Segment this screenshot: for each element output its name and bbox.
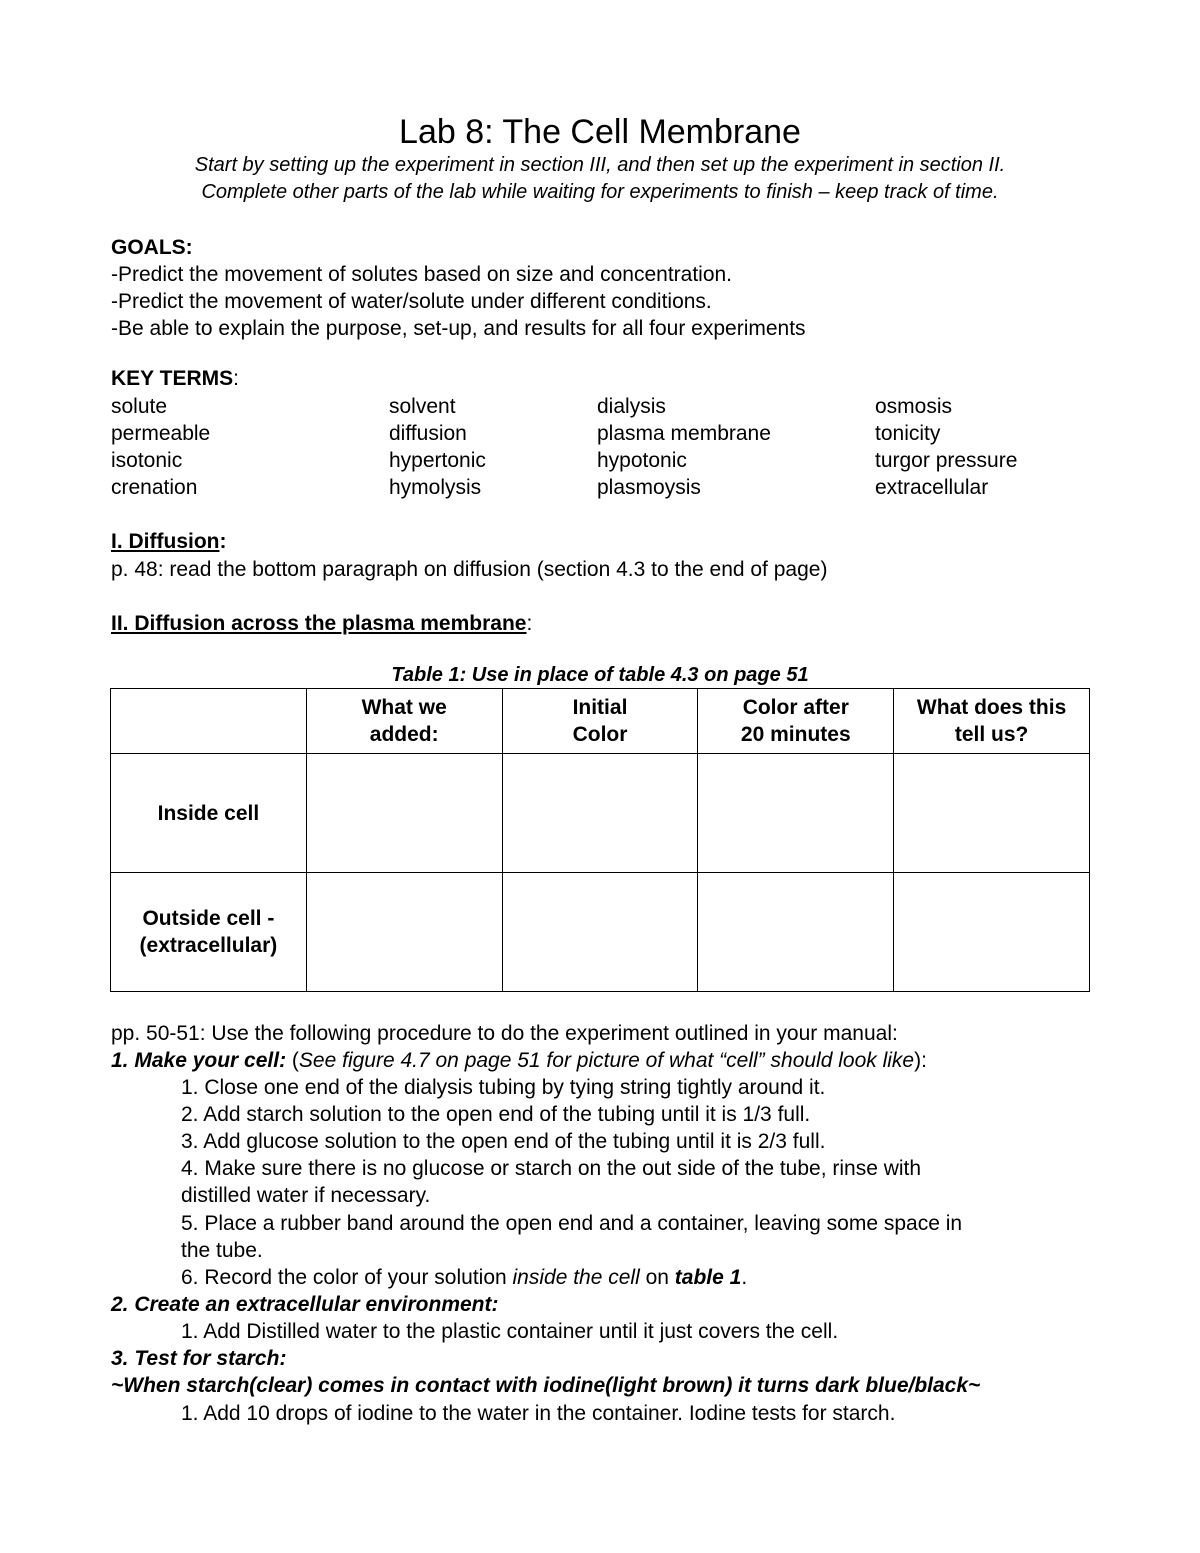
section-2-heading: II. Diffusion across the plasma membrane: [111,612,533,635]
key-term: hypertonic [389,449,486,472]
key-term: solute [111,395,168,418]
table-blank-cell[interactable] [306,873,502,992]
table-header-cell: What does this tell us? [894,689,1090,754]
key-term: hypotonic [597,449,687,472]
table-header-cell: Color after 20 minutes [698,689,894,754]
table-header-cell: What we added: [306,689,502,754]
goal-item: -Predict the movement of water/solute under different conditions. [111,290,712,313]
section-1-heading: I. Diffusion: [111,530,227,553]
table-row [111,873,1090,992]
table-header-cell: Initial Color [502,689,698,754]
step-3-heading: 3. Test for starch: [111,1347,287,1370]
key-term: diffusion [389,422,467,445]
starch-note: ~When starch(clear) comes in contact with iodine(light brown) it turns dark blue/black~ [111,1374,981,1397]
step-1-heading: 1. Make your cell: (See figure 4.7 on page 51 for picture of what “cell” should look like): [111,1049,927,1072]
section-1-text: p. 48: read the bottom paragraph on diffusion (section 4.3 to the end of page) [111,558,828,581]
table-row-label: Outside cell - (extracellular) [111,873,307,992]
key-term: plasmoysis [597,476,701,499]
table-row [111,754,1090,873]
table-blank-cell[interactable] [894,873,1090,992]
step-item: 5. Place a rubber band around the open end and a container, leaving some space in [181,1212,963,1235]
step-item: 6. Record the color of your solution inside the cell on table 1. [181,1266,748,1289]
key-term: hymolysis [389,476,482,499]
results-table [110,688,1090,992]
key-term: isotonic [111,449,183,472]
goal-item: -Be able to explain the purpose, set-up, and results for all four experiments [111,317,806,340]
step-item: 2. Add starch solution to the open end of the tubing until it is 1/3 full. [181,1103,811,1126]
step-item-continued: distilled water if necessary. [181,1184,431,1207]
key-terms-heading: KEY TERMS: [111,367,239,390]
table-header-row [111,689,1090,754]
key-term: osmosis [875,395,953,418]
key-term: extracellular [875,476,989,499]
table-row-label: Inside cell [111,754,307,873]
key-term: turgor pressure [875,449,1018,472]
key-term: dialysis [597,395,666,418]
table-corner-cell [111,689,307,754]
step-item: 1. Add 10 drops of iodine to the water in the container. Iodine tests for starch. [181,1402,896,1425]
goal-item: -Predict the movement of solutes based on size and concentration. [111,263,733,286]
page-title: Lab 8: The Cell Membrane [399,113,801,151]
goals-heading: GOALS: [111,236,193,259]
key-term: permeable [111,422,211,445]
table-blank-cell[interactable] [502,873,698,992]
subtitle-line-2: Complete other parts of the lab while waiting for experiments to finish – keep track of time. [201,181,999,203]
table-caption: Table 1: Use in place of table 4.3 on page 51 [391,664,809,686]
key-term: solvent [389,395,456,418]
key-term: plasma membrane [597,422,771,445]
step-item-continued: the tube. [181,1239,263,1262]
step-item: 1. Add Distilled water to the plastic container until it just covers the cell. [181,1320,839,1343]
step-item: 3. Add glucose solution to the open end of the tubing until it is 2/3 full. [181,1130,826,1153]
step-2-heading: 2. Create an extracellular environment: [111,1293,499,1316]
step-item: 4. Make sure there is no glucose or starch on the out side of the tube, rinse with [181,1157,922,1180]
table-blank-cell[interactable] [894,754,1090,873]
key-term: crenation [111,476,198,499]
procedure-intro: pp. 50-51: Use the following procedure to do the experiment outlined in your manual: [111,1022,898,1045]
subtitle-line-1: Start by setting up the experiment in section III, and then set up the experiment in section II. [194,154,1006,176]
table-blank-cell[interactable] [698,873,894,992]
table-blank-cell[interactable] [698,754,894,873]
key-term: tonicity [875,422,941,445]
step-item: 1. Close one end of the dialysis tubing by tying string tightly around it. [181,1076,826,1099]
table-blank-cell[interactable] [502,754,698,873]
table-blank-cell[interactable] [306,754,502,873]
